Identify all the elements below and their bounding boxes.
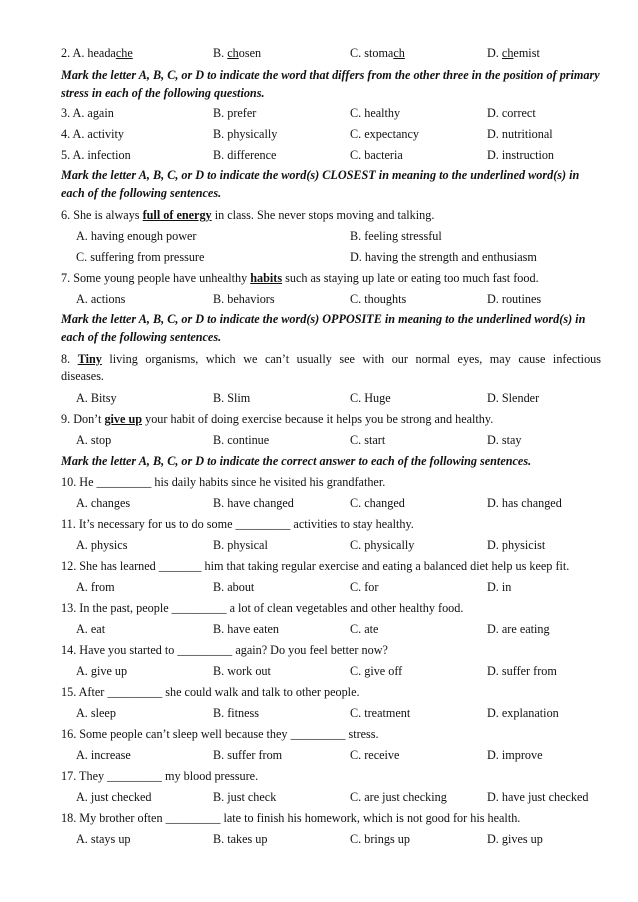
- option-b: B. prefer: [213, 106, 257, 120]
- option-a: A. stop: [76, 433, 112, 447]
- question-16-stem: 16. Some people can’t sleep well because they _________ stress.: [61, 727, 379, 741]
- option-a: A. having enough power: [76, 229, 197, 243]
- option-b: B. fitness: [213, 706, 260, 720]
- option-b: B. difference: [213, 148, 277, 162]
- option-a: A. eat: [76, 622, 106, 636]
- option-d: D. suffer from: [487, 664, 557, 678]
- option-d: D. routines: [487, 292, 542, 306]
- option-c: C. are just checking: [350, 790, 447, 804]
- option-c: C. brings up: [350, 832, 410, 846]
- option-c: C. stomach: [350, 46, 405, 60]
- instruction-stress: Mark the letter A, B, C, or D to indicate the word that differs from the other three in the position of primary stress in each of the following questions.: [61, 68, 600, 100]
- option-d: D. Slender: [487, 391, 540, 405]
- option-d: D. explanation: [487, 706, 559, 720]
- question-13-stem: 13. In the past, people _________ a lot of clean vegetables and other healthy food.: [61, 601, 464, 615]
- option-c: C. physically: [350, 538, 415, 552]
- question-8-stem-line2: diseases.: [61, 369, 104, 383]
- option-c: C. Huge: [350, 391, 391, 405]
- option-b: B. feeling stressful: [350, 229, 442, 243]
- option-a: A. changes: [76, 496, 131, 510]
- option-d: D. nutritional: [487, 127, 553, 141]
- option-b: B. have eaten: [213, 622, 279, 636]
- question-6-stem: 6. She is always full of energy in class. She never stops moving and talking.: [61, 208, 435, 222]
- option-d: D. correct: [487, 106, 536, 120]
- option-c: C. give off: [350, 664, 403, 678]
- question-9-stem: 9. Don’t give up your habit of doing exercise because it helps you be strong and healthy.: [61, 412, 494, 426]
- option-c: C. for: [350, 580, 379, 594]
- option-a: A. increase: [76, 748, 131, 762]
- option-d: D. are eating: [487, 622, 550, 636]
- option-c: C. healthy: [350, 106, 401, 120]
- option-c: C. changed: [350, 496, 405, 510]
- option-c: C. thoughts: [350, 292, 407, 306]
- option-d: D. having the strength and enthusiasm: [350, 250, 537, 264]
- question-15-stem: 15. After _________ she could walk and talk to other people.: [61, 685, 360, 699]
- option-a: A. Bitsy: [76, 391, 117, 405]
- option-c: C. suffering from pressure: [76, 250, 205, 264]
- option-a: A. physics: [76, 538, 128, 552]
- option-c: C. receive: [350, 748, 400, 762]
- option-d: D. improve: [487, 748, 543, 762]
- option-d: D. gives up: [487, 832, 543, 846]
- option-a: 4. A. activity: [61, 127, 124, 141]
- option-b: B. about: [213, 580, 255, 594]
- option-d: D. has changed: [487, 496, 562, 510]
- option-d: D. stay: [487, 433, 522, 447]
- option-b: B. have changed: [213, 496, 294, 510]
- option-c: C. expectancy: [350, 127, 420, 141]
- option-b: B. physically: [213, 127, 278, 141]
- option-d: D. chemist: [487, 46, 540, 60]
- option-a: 2. A. headache: [61, 46, 133, 60]
- option-d: D. have just checked: [487, 790, 589, 804]
- option-a: A. sleep: [76, 706, 116, 720]
- option-b: B. takes up: [213, 832, 268, 846]
- option-d: D. in: [487, 580, 512, 594]
- option-b: B. just check: [213, 790, 277, 804]
- option-a: 5. A. infection: [61, 148, 131, 162]
- question-8-stem-line1: 8. Tiny living organisms, which we can’t usually see with our normal eyes, may cause infectious: [61, 352, 601, 366]
- question-17-stem: 17. They _________ my blood pressure.: [61, 769, 259, 783]
- option-a: 3. A. again: [61, 106, 114, 120]
- option-a: A. stays up: [76, 832, 131, 846]
- option-d: D. physicist: [487, 538, 546, 552]
- option-b: B. behaviors: [213, 292, 275, 306]
- question-11-stem: 11. It’s necessary for us to do some _________ activities to stay healthy.: [61, 517, 414, 531]
- instruction-opposite: Mark the letter A, B, C, or D to indicate the word(s) OPPOSITE in meaning to the underlined word(s) in each of the following sentences.: [61, 312, 586, 344]
- option-a: A. give up: [76, 664, 128, 678]
- question-10-stem: 10. He _________ his daily habits since he visited his grandfather.: [61, 475, 386, 489]
- option-d: D. instruction: [487, 148, 555, 162]
- option-b: B. continue: [213, 433, 270, 447]
- option-b: B. work out: [213, 664, 271, 678]
- option-b: B. Slim: [213, 391, 251, 405]
- option-c: C. ate: [350, 622, 379, 636]
- option-a: A. actions: [76, 292, 126, 306]
- question-7-stem: 7. Some young people have unhealthy habits such as staying up late or eating too much fast food.: [61, 271, 539, 285]
- option-c: C. start: [350, 433, 386, 447]
- question-14-stem: 14. Have you started to _________ again? Do you feel better now?: [61, 643, 388, 657]
- question-18-stem: 18. My brother often _________ late to finish his homework, which is not good for his health.: [61, 811, 521, 825]
- option-b: B. chosen: [213, 46, 262, 60]
- option-c: C. bacteria: [350, 148, 403, 162]
- question-12-stem: 12. She has learned _______ him that taking regular exercise and eating a balanced diet help us keep fit.: [61, 559, 570, 573]
- option-b: B. suffer from: [213, 748, 283, 762]
- option-c: C. treatment: [350, 706, 411, 720]
- option-b: B. physical: [213, 538, 268, 552]
- instruction-closest: Mark the letter A, B, C, or D to indicate the word(s) CLOSEST in meaning to the underlined word(s) in each of the following sentences.: [61, 168, 580, 200]
- option-a: A. just checked: [76, 790, 152, 804]
- option-a: A. from: [76, 580, 115, 594]
- instruction-correct: Mark the letter A, B, C, or D to indicate the correct answer to each of the following sentences.: [61, 454, 532, 468]
